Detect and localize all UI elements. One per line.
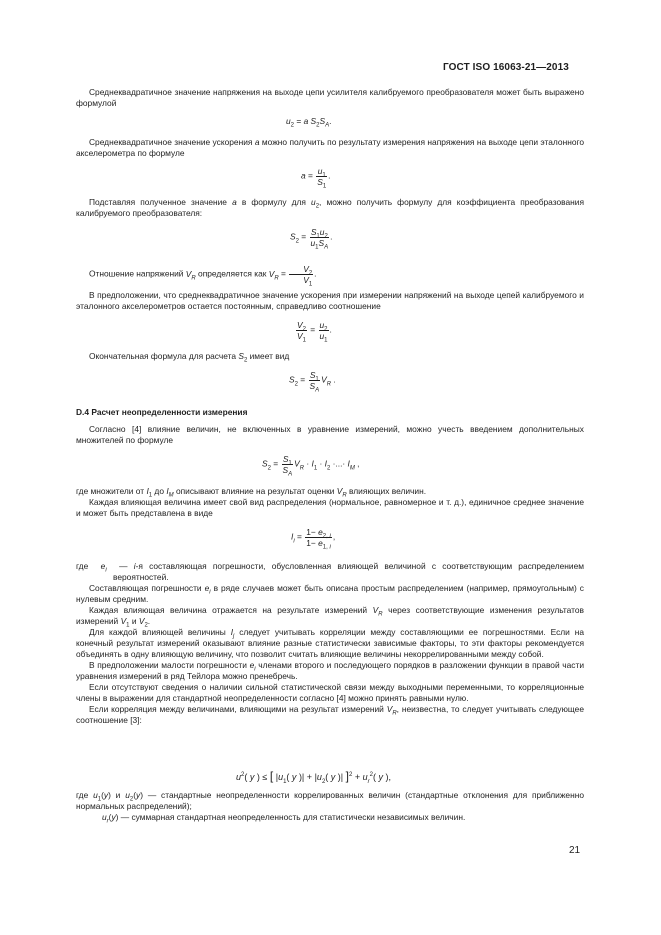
paragraph-rms-acceleration: Среднеквадратичное значение ускорения a можно получить по результату измерения напряжения на выходе цепи эталонного акселерометра по формуле: [76, 137, 584, 158]
paragraph-correlated-uncertainties: где $u_1(y)$ и $u_2(y)$ — стандартные неопределенности коррелированных величин (стандартные отклонения для приближенно нормальных распределений); $u_r(y)$ — суммарная стандартная неопределенность для статистически независимых величин.: [76, 790, 584, 825]
paragraph-substitution: Подставляя полученное значение a в формулу для $u_2$, можно получить формулу для коэффициента преобразования калибруемого преобразователя:: [76, 197, 584, 218]
formula-s2-final: $S_2$ = $\frac{S_1}{S_A}$ $V_R$ .: [289, 370, 336, 394]
paragraph-factors-description: где множители от $I_1$ до $I_M$ описывают влияние на результат оценки $V_R$ влияющих величин. Каждая влияющая величина имеет свой вид распределения (нормальное, равномерное и т. д.), единичное среднее значение и может быть представлена в виде: [76, 486, 584, 518]
formula-a: a = $\frac{u_1}{S_1}$ .: [301, 166, 331, 190]
formula-influence-quantity: $I_i$ = $\frac{1- e_{2, i}}{1- e_{1, i}}$ ,: [291, 527, 336, 551]
paragraph-additional-factors: Согласно [4] влияние величин, не включенных в уравнение измерений, можно учесть введением дополнительных множителей по формуле: [76, 424, 584, 445]
paragraph-rms-voltage: Среднеквадратичное значение напряжения на выходе цепи усилителя калибруемого преобразователя может быть выражено формулой: [76, 87, 584, 108]
paragraph-assumption: В предположении, что среднеквадратичное значение ускорения при измерении напряжений на выходе цепей калибруемого и эталонного акселерометров остается постоянным, справедливо соотношение: [76, 290, 584, 311]
formula-uncertainty-bound: $u^2$( y ) ≤ [ $|u_1$( y )| + $|u_2$( y )| ]$^2 + u_r^2$( y ),: [236, 769, 391, 785]
page-number: 21: [569, 845, 581, 856]
paragraph-voltage-ratio: Отношение напряжений $V_R$ определяется как $V_R$ = $\frac{V_2}{V_1}$ .: [89, 264, 317, 288]
formula-ratio-equality: $\frac{V_2}{V_1}$ = $\frac{u_2}{u_1}$ .: [297, 320, 332, 344]
formula-u2: $u_2 = a$ $S_2S_A$.: [286, 116, 332, 129]
paragraph-final-formula: Окончательная формула для расчета $S_2$ имеет вид: [89, 351, 290, 364]
formula-s2-ratio: $S_2$ = $\frac{S_1u_2}{u_1S_A}$ .: [290, 227, 333, 251]
standard-header: ГОСТ ISO 16063-21—2013: [443, 62, 569, 73]
paragraph-error-components: где $e_i$ — i-я составляющая погрешности, обусловленная влияющей величиной с соответствующим распределением вероятностей. Составляющая погрешности $e_i$ в ряде случаев может быть описана простым распределением (например, прямоугольным) с нулевым средним. Каждая влияющая величина отражается на результате измерений $V_R$ через соответствующие изменения результатов измерений $V_1$ и $V_2$. Для каждой влияющей величины $I_j$ следует учитывать корреляции между составляющими ее погрешностями. Если на конечный результат измерений оказывают влияние разные статистически зависимые факторы, то эти факторы рекомендуется объединять в одну влияющую величину, что позволит считать влияющие величины некоррелированными между собой. В предположении малости погрешности $e_i$ членами второго и последующего порядков в разложении функции в правой части уравнения измерений в ряд Тейлора можно пренебречь. Если отсутствуют сведения о наличии сильной статистической связи между выходными переменными, то корреляционные члены в выражении для стандартной неопределенности согласно [4] можно принять равными нулю. Если корреляция между величинами, влияющими на результат измерений $V_R$, неизвестна, то следует учитывать следующее соотношение [3]:: [76, 561, 585, 725]
formula-s2-with-factors: $S_2$ = $\frac{S_1}{S_A}$ $V_R \cdot I_1 \cdot I_2$ ·...· $I_M$ ,: [262, 454, 360, 478]
section-title-d4: D.4 Расчет неопределенности измерения: [76, 407, 248, 417]
